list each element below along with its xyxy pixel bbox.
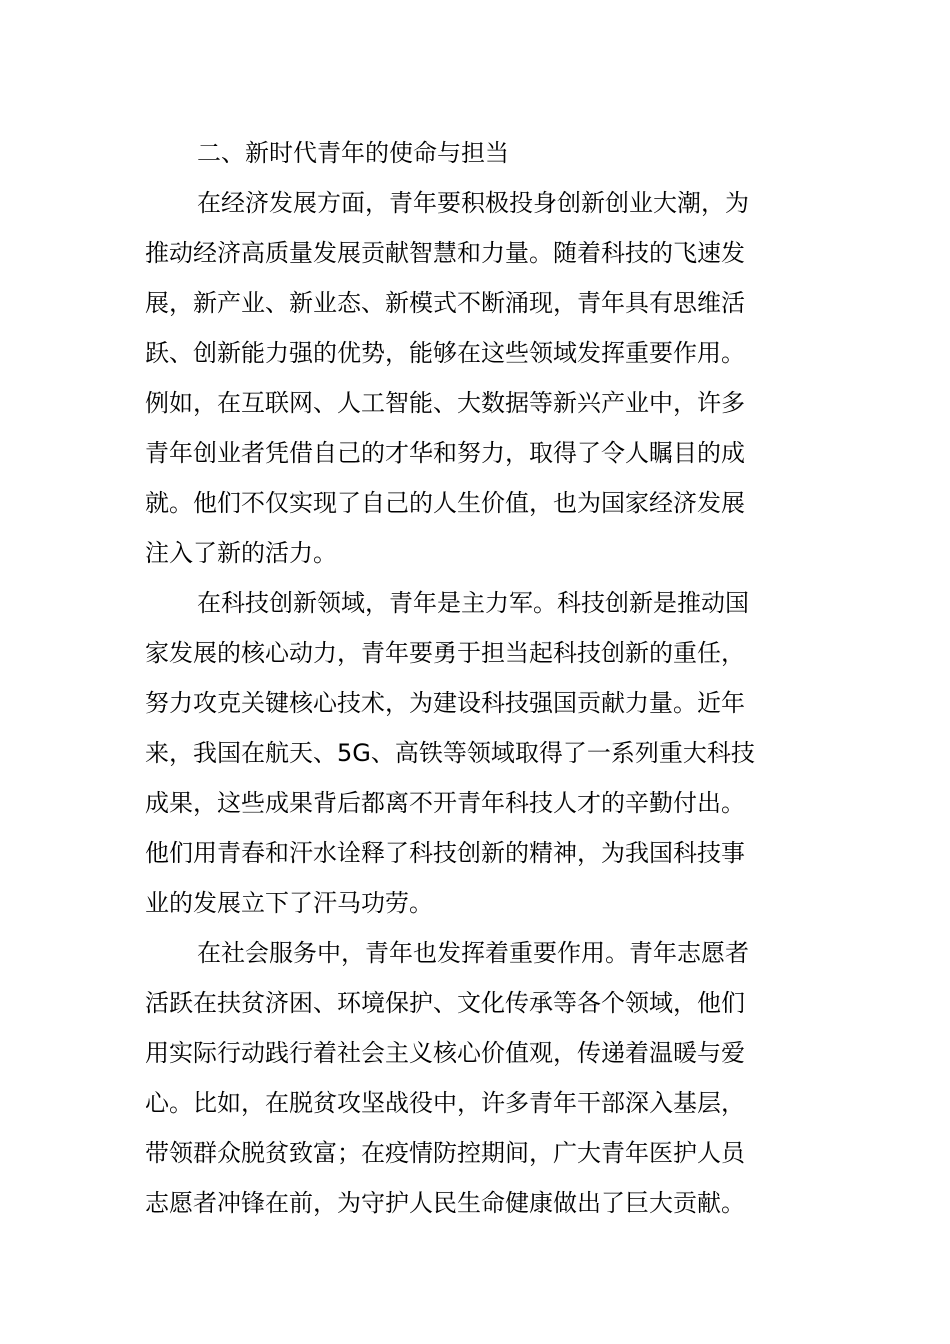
text-line: 跃、创新能力强的优势，能够在这些领域发挥重要作用。 [145, 339, 745, 367]
paragraph-technology [145, 578, 807, 928]
paragraph-economy [145, 178, 807, 578]
text-line: 在经济发展方面，青年要积极投身创新创业大潮，为 [197, 189, 749, 217]
text-line: 努力攻克关键核心技术，为建设科技强国贡献力量。近年 [145, 689, 745, 717]
text-line: 带领群众脱贫致富；在疫情防控期间，广大青年医护人员 [145, 1139, 745, 1167]
text-line: 他们用青春和汗水诠释了科技创新的精神，为我国科技事 [145, 839, 745, 867]
text-line: 推动经济高质量发展贡献智慧和力量。随着科技的飞速发 [145, 239, 745, 267]
section-heading: 二、新时代青年的使命与担当 [197, 139, 509, 167]
text-line: 用实际行动践行着社会主义核心价值观，传递着温暖与爱 [145, 1039, 745, 1067]
document-body [145, 128, 807, 1228]
text-line: 来，我国在航天、5G、高铁等领域取得了一系列重大科技 [145, 739, 755, 767]
text-line: 就。他们不仅实现了自己的人生价值，也为国家经济发展 [145, 489, 745, 517]
text-line: 业的发展立下了汗马功劳。 [145, 889, 433, 917]
text-line: 例如，在互联网、人工智能、大数据等新兴产业中，许多 [145, 389, 745, 417]
text-line: 注入了新的活力。 [145, 539, 337, 567]
text-line: 在科技创新领域，青年是主力军。科技创新是推动国 [197, 589, 749, 617]
paragraph-social-service [145, 928, 807, 1228]
text-line: 志愿者冲锋在前，为守护人民生命健康做出了巨大贡献。 [145, 1189, 745, 1217]
text-line: 成果，这些成果背后都离不开青年科技人才的辛勤付出。 [145, 789, 745, 817]
text-line: 家发展的核心动力，青年要勇于担当起科技创新的重任， [145, 639, 745, 667]
text-line: 在社会服务中，青年也发挥着重要作用。青年志愿者 [197, 939, 749, 967]
text-line: 心。比如，在脱贫攻坚战役中，许多青年干部深入基层， [145, 1089, 745, 1117]
text-line: 青年创业者凭借自己的才华和努力，取得了令人瞩目的成 [145, 439, 745, 467]
text-line: 活跃在扶贫济困、环境保护、文化传承等各个领域，他们 [145, 989, 745, 1017]
text-line: 展，新产业、新业态、新模式不断涌现，青年具有思维活 [145, 289, 745, 317]
